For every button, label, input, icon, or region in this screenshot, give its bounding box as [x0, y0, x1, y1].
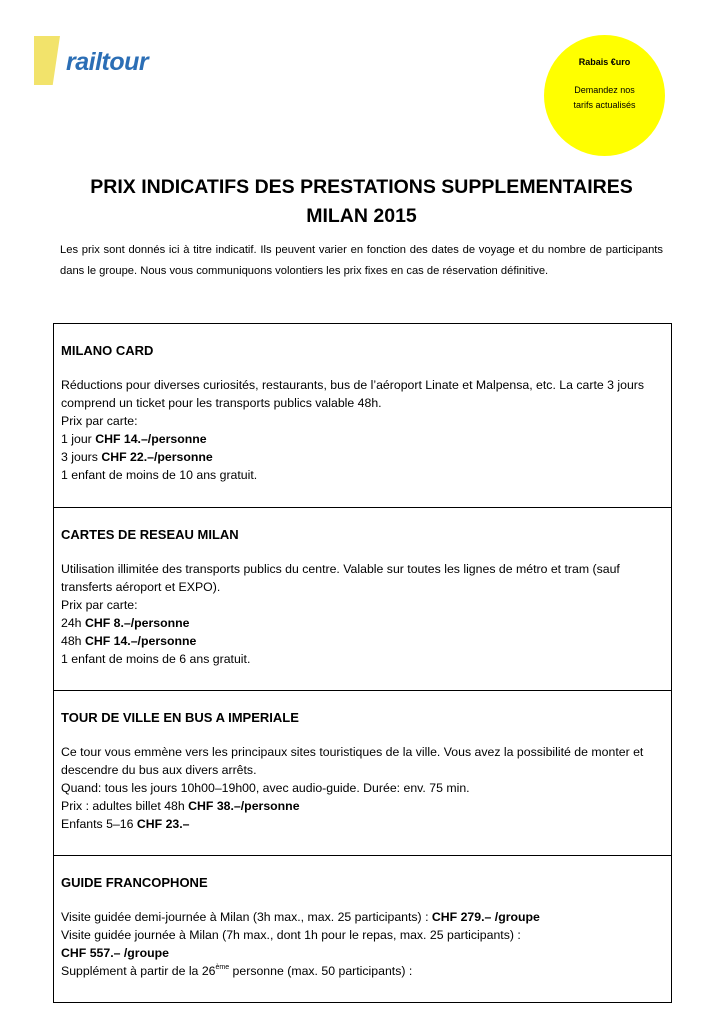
price-line — [61, 815, 663, 833]
section-body — [61, 908, 663, 980]
section-body — [61, 560, 663, 668]
price-line — [61, 614, 663, 632]
section-description: Utilisation illimitée des transports publics du centre. Valable sur toutes les lignes de métro et tram (sauf transferts aéroport et EXPO). — [61, 562, 620, 594]
price-value: CHF 23.– — [136, 817, 190, 831]
page-title — [60, 173, 663, 231]
badge-subtitle: Demandez nos tarifs actualisés — [573, 85, 636, 110]
railtour-logo — [34, 36, 184, 88]
price-label: Prix par carte: — [61, 414, 138, 428]
guide-line-half-day — [61, 908, 663, 926]
section-description: Réductions pour diverses curiosités, restaurants, bus de l’aéroport Linate et Malpensa, etc. La carte 3 jours comprend un ticket pour les transports publics valable 48h. — [61, 378, 645, 410]
price-line — [61, 448, 663, 466]
section-body — [61, 743, 663, 833]
page-title-line2: MILAN 2015 — [306, 205, 417, 227]
guide-line-full-day: Visite guidée journée à Milan (7h max., dont 1h pour le repas, max. 25 participants) : — [61, 928, 521, 942]
price-label: Prix par carte: — [61, 598, 138, 612]
price-item-label: 48h — [61, 634, 85, 648]
supplement-text: Supplément à partir de la 26 — [61, 964, 216, 978]
section-title: MILANO CARD — [61, 343, 154, 358]
price-item-label: Enfants 5–16 — [61, 817, 137, 831]
price-item-label: 1 jour — [61, 432, 96, 446]
price-value: CHF 22.–/personne — [101, 450, 213, 464]
section-title: TOUR DE VILLE EN BUS A IMPERIALE — [61, 710, 299, 725]
guide-line-label: Visite guidée demi-journée à Milan (3h max., max. 25 participants) : — [61, 910, 432, 924]
section-info: Quand: tous les jours 10h00–19h00, avec audio-guide. Durée: env. 75 min. — [61, 781, 470, 795]
price-value: CHF 38.–/personne — [188, 799, 300, 813]
price-value: CHF 14.–/personne — [95, 432, 207, 446]
section-description: Ce tour vous emmène vers les principaux sites touristiques de la ville. Vous avez la possibilité de monter et descendre du bus aux divers arrêts. — [61, 745, 644, 777]
price-line — [61, 430, 663, 448]
section-title: CARTES DE RESEAU MILAN — [61, 527, 239, 542]
price-line — [61, 632, 663, 650]
price-value: CHF 14.–/personne — [84, 634, 197, 648]
logo-text: railtour — [66, 48, 149, 76]
price-item-label: 3 jours — [61, 450, 102, 464]
badge-title: Rabais €uro — [578, 57, 631, 67]
guide-line-supplement — [61, 962, 663, 980]
section-title: GUIDE FRANCOPHONE — [61, 875, 208, 890]
intro-paragraph: Les prix sont donnés ici à titre indicatif. Ils peuvent varier en fonction des dates de voyage et du nombre de participants dans le groupe. Nous vous communiquons volontiers les prix fixes en cas de réservation définitive. — [60, 244, 663, 277]
supplement-superscript: ème — [215, 964, 230, 971]
section-milano-card — [54, 324, 671, 508]
price-value: CHF 557.– /groupe — [61, 946, 169, 960]
page-title-line1: PRIX INDICATIFS DES PRESTATIONS SUPPLEMENTAIRES — [90, 176, 633, 198]
section-note: 1 enfant de moins de 6 ans gratuit. — [61, 652, 251, 666]
section-body — [61, 376, 663, 484]
price-item-label: Prix : adultes billet 48h — [61, 799, 189, 813]
price-item-label: 24h — [61, 616, 85, 630]
rabais-euro-badge — [544, 35, 665, 156]
price-value: CHF 279.– /groupe — [431, 910, 540, 924]
price-line — [61, 797, 663, 815]
price-value: CHF 8.–/personne — [84, 616, 190, 630]
logo-yellow-bar — [34, 36, 60, 85]
section-cartes-reseau — [54, 508, 671, 691]
section-note: 1 enfant de moins de 10 ans gratuit. — [61, 468, 258, 482]
services-table — [53, 323, 672, 1003]
section-guide-francophone — [54, 856, 671, 1002]
section-tour-bus — [54, 691, 671, 856]
supplement-text-end: personne (max. 50 participants) : — [229, 964, 413, 978]
